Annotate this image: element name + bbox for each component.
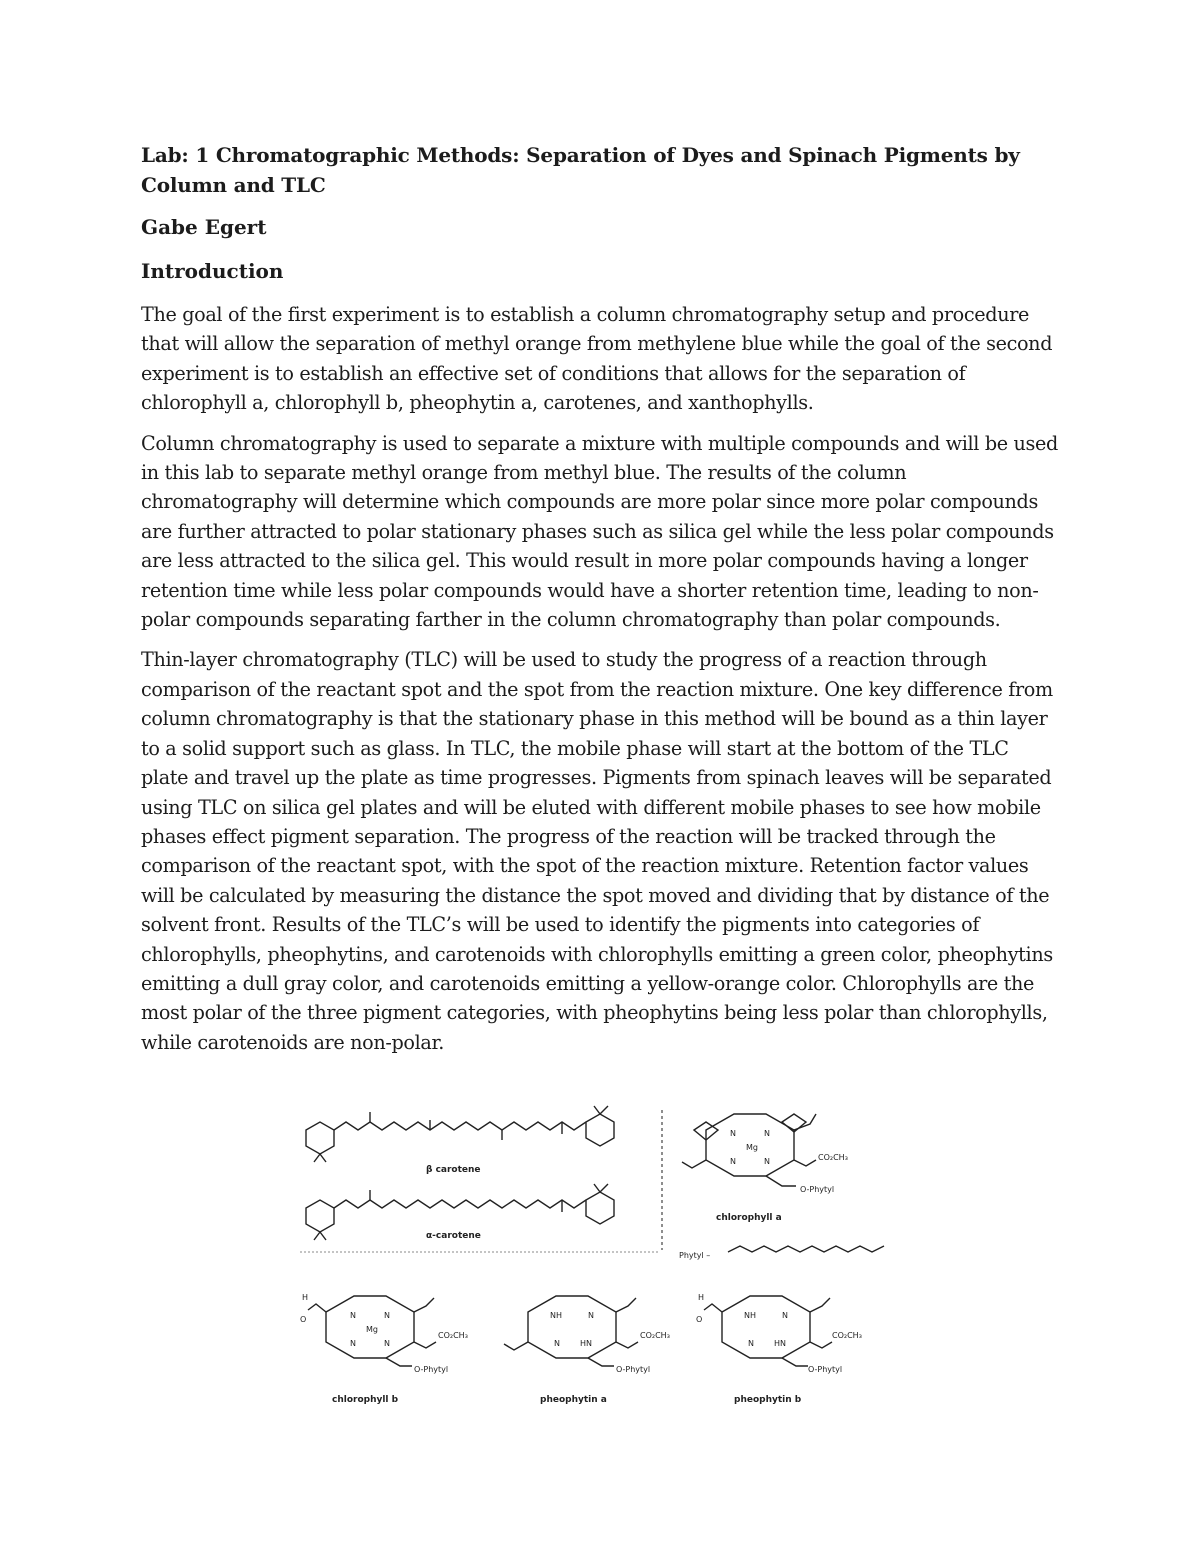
section-heading-introduction: Introduction: [141, 259, 284, 283]
chlorophyll-b-label: chlorophyll b: [332, 1395, 399, 1405]
chla-n1: N: [730, 1129, 736, 1138]
pheob-nh: NH: [744, 1311, 756, 1320]
chlb-n4: N: [384, 1339, 390, 1348]
pheob-ester: CO₂CH₃: [832, 1331, 862, 1340]
pigment-structures-figure: [296, 1100, 896, 1420]
chlorophyll-a-label: chlorophyll a: [716, 1213, 782, 1223]
phytyl-label: Phytyl –: [679, 1251, 711, 1260]
document-body: [141, 140, 1061, 1068]
chla-mg: Mg: [746, 1143, 758, 1152]
pheoa-n1: N: [588, 1311, 594, 1320]
chla-n2: N: [764, 1129, 770, 1138]
pheoa-n2: N: [554, 1339, 560, 1348]
beta-carotene-label: β carotene: [426, 1165, 481, 1175]
chlb-n3: N: [350, 1339, 356, 1348]
chla-ester: CO₂CH₃: [818, 1153, 848, 1162]
pheoa-ester: CO₂CH₃: [640, 1331, 670, 1340]
chlb-phytyl-ester: O-Phytyl: [414, 1365, 449, 1374]
pheophytin-b-structure: [704, 1296, 832, 1366]
pigment-structures-svg: [296, 1100, 896, 1420]
pheoa-hn: HN: [580, 1339, 592, 1348]
pheob-o: O: [696, 1315, 703, 1324]
chlb-mg: Mg: [366, 1325, 378, 1334]
paragraph-goal: The goal of the first experiment is to establish a column chromatography setup and procedure that will allow the separation of methyl orange from methylene blue while the goal of the second experiment is to establish an effective set of conditions that allows for the separation of chlorophyll a, chlorophyll b, pheophytin a, carotenes, and xanthophylls.: [141, 303, 1053, 415]
chla-phytyl-ester: O-Phytyl: [800, 1185, 835, 1194]
chlb-ester: CO₂CH₃: [438, 1331, 468, 1340]
pheob-n1: N: [782, 1311, 788, 1320]
phytyl-chain: [728, 1246, 884, 1252]
pheob-h: H: [698, 1293, 705, 1302]
chlb-n2: N: [384, 1311, 390, 1320]
pheoa-nh: NH: [550, 1311, 562, 1320]
chla-n4: N: [764, 1157, 770, 1166]
author-name: Gabe Egert: [141, 215, 267, 239]
beta-carotene-structure: [306, 1106, 614, 1162]
pheophytin-a-label: pheophytin a: [540, 1395, 607, 1405]
alpha-carotene-label: α-carotene: [426, 1231, 481, 1241]
paragraph-column-chromatography: Column chromatography is used to separate a mixture with multiple compounds and will be used in this lab to separate methyl orange from methyl blue. The results of the column chromatography will determine which compounds are more polar since more polar compounds are further attracted to polar stationary phases such as silica gel while the less polar compounds are less attracted to the silica gel. This would result in more polar compounds having a longer retention time while less polar compounds would have a shorter retention time, leading to non-polar compounds separating farther in the column chromatography than polar compounds.: [141, 431, 1058, 632]
chlb-h: H: [302, 1293, 309, 1302]
pheob-phytyl-ester: O-Phytyl: [808, 1365, 843, 1374]
chlb-n1: N: [350, 1311, 356, 1320]
chla-n3: N: [730, 1157, 736, 1166]
pheob-n2: N: [748, 1339, 754, 1348]
document-title: Lab: 1 Chromatographic Methods: Separation of Dyes and Spinach Pigments by Column and TLC: [141, 143, 1020, 197]
paragraph-tlc: Thin-layer chromatography (TLC) will be used to study the progress of a reaction through comparison of the reactant spot and the spot from the reaction mixture. One key difference from column chromatography is that the stationary phase in this method will be bound as a thin layer to a solid support such as glass. In TLC, the mobile phase will start at the bottom of the TLC plate and travel up the plate as time progresses. Pigments from spinach leaves will be separated using TLC on silica gel plates and will be eluted with different mobile phases to see how mobile phases effect pigment separation. The progress of the reaction will be tracked through the comparison of the reactant spot, with the spot of the reaction mixture. Retention factor values will be calculated by measuring the distance the spot moved and dividing that by distance of the solvent front. Results of the TLC’s will be used to identify the pigments into categories of chlorophylls, pheophytins, and carotenoids with chlorophylls emitting a green color, pheophytins emitting a dull gray color, and carotenoids emitting a yellow-orange color. Chlorophylls are the most polar of the three pigment categories, with pheophytins being less polar than chlorophylls, while carotenoids are non-polar.: [141, 648, 1053, 1054]
chlb-o: O: [300, 1315, 307, 1324]
pheophytin-a-structure: [504, 1296, 638, 1366]
pheob-hn: HN: [774, 1339, 786, 1348]
pheophytin-b-label: pheophytin b: [734, 1395, 802, 1405]
pheoa-phytyl-ester: O-Phytyl: [616, 1365, 651, 1374]
